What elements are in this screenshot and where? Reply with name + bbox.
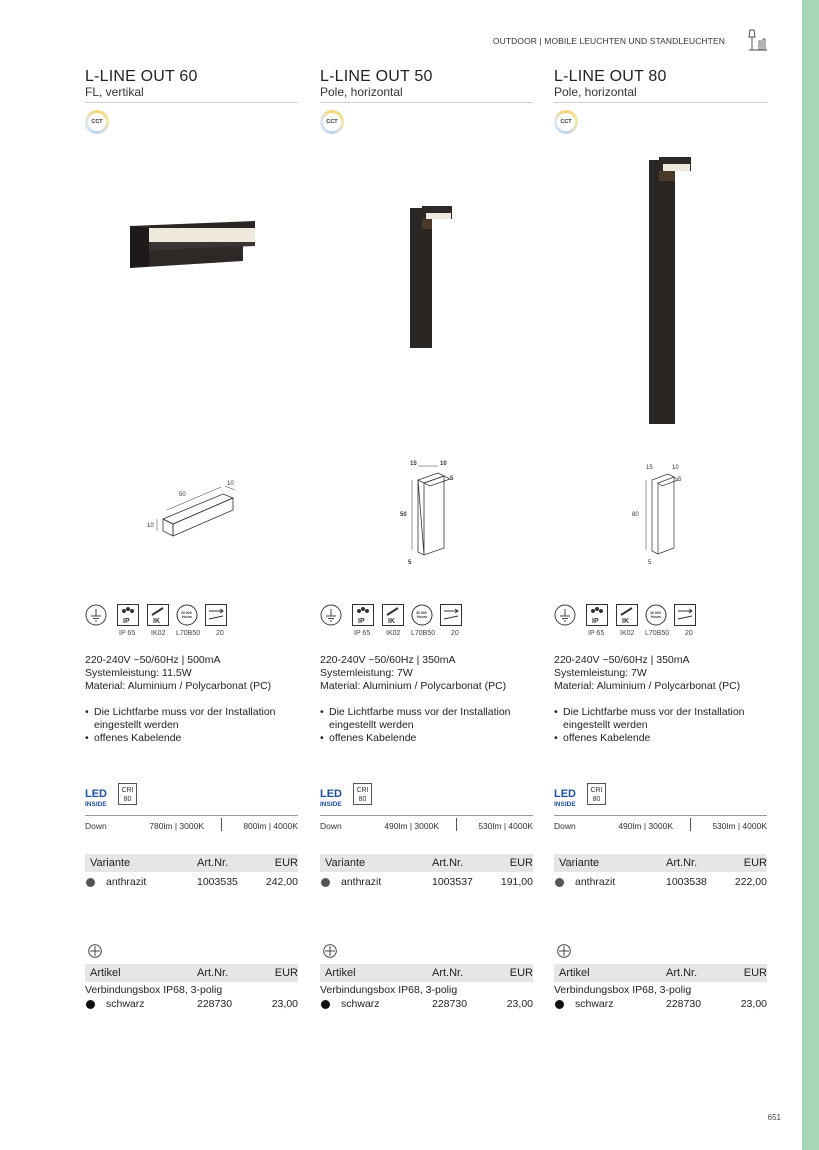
accent-strip [802,0,819,1150]
spec-line: 220-240V ~50/60Hz | 350mA [554,654,690,666]
dim-label: 10 [672,465,679,471]
header-artnr: Art.Nr. [197,967,229,979]
spec-line: Systemleistung: 7W [554,667,647,679]
spec-line: Systemleistung: 7W [320,667,413,679]
product-image [647,155,697,425]
svg-text:IK: IK [153,618,160,625]
feature-list [85,706,298,745]
table-row [320,876,533,890]
article-number: 228730 [432,998,468,1010]
ik-rating-icon [147,604,169,626]
inside-text: INSIDE [85,801,107,808]
table-row [85,998,298,1012]
beam-angle-icon [440,604,462,626]
cct-icon [554,110,578,134]
cri-label: CRI [590,787,603,794]
lumen-4000k: 530lm | 4000K [478,821,533,831]
accessory-description: Verbindungsbox IP68, 3-polig [320,984,458,996]
color-swatch [555,878,564,887]
svg-text:Hours: Hours [182,615,193,619]
protection-class-icon [554,604,576,626]
color-swatch [86,1000,95,1009]
divider [320,815,533,816]
price: 23,00 [506,998,533,1010]
variant-name: anthrazit [106,876,147,888]
variant-name: anthrazit [341,876,382,888]
spec-line: Material: Aluminium / Polycarbonat (PC) [85,680,272,692]
svg-text:Hours: Hours [417,615,428,619]
icon-label: 20 [216,630,224,637]
dim-label: 15 [646,465,653,471]
led-text: LED [320,788,342,800]
cert-icons [320,604,480,644]
page-header-category: OUTDOOR | MOBILE LEUCHTEN UND STANDLEUCHTEN [492,36,725,46]
led-inside-logo [554,786,580,808]
floor-lamp-icon [747,28,769,52]
led-text: LED [554,788,576,800]
protection-class-icon [85,604,107,626]
feature-item: • Die Lichtfarbe muss vor der Installation eingestellt werden [554,706,767,732]
icon-label: IK02 [386,630,401,637]
color-swatch [86,878,95,887]
header-artikel: Artikel [90,967,121,979]
dim-label: 5 [450,476,454,482]
led-inside-logo [320,786,346,808]
ip-rating-icon [586,604,608,626]
table-row [554,876,767,890]
icon-label: IK02 [151,630,166,637]
divider [85,102,298,103]
accessory-color: schwarz [575,998,614,1010]
cert-icons [554,604,714,644]
color-swatch [321,878,330,887]
divider [554,102,767,103]
lumen-4000k: 800lm | 4000K [243,821,298,831]
cert-icons [85,604,245,644]
accessory-table-header [320,964,533,982]
tech-specs [320,654,506,693]
price: 191,00 [500,876,533,888]
dim-label: 50 [179,492,186,498]
variant-name: anthrazit [575,876,616,888]
feature-item: • Die Lichtfarbe muss vor der Installation eingestellt werden [85,706,298,732]
ik-rating-icon [616,604,638,626]
dimension-drawing [632,458,692,568]
header-eur: EUR [509,967,533,979]
protection-class-icon [320,604,342,626]
beam-angle-icon [205,604,227,626]
spec-line: Systemleistung: 11.5W [85,667,192,679]
icon-label: 20 [451,630,459,637]
svg-text:30 000: 30 000 [416,611,427,615]
icon-label: IK02 [620,630,635,637]
product-subtitle: Pole, horizontal [554,85,637,99]
led-inside-logo [85,786,111,808]
cct-icon [85,110,109,134]
feature-item: • Die Lichtfarbe muss vor der Installation eingestellt werden [320,706,533,732]
cct-label: CCT [88,113,106,131]
article-number: 1003538 [666,876,707,888]
ik-rating-icon [382,604,404,626]
dim-label: 5 [648,560,652,566]
cri-label: CRI [356,787,369,794]
lumen-3000k: 490lm | 3000K [618,821,673,831]
led-text: LED [85,788,107,800]
accessory-color: schwarz [341,998,380,1010]
product-title: L-LINE OUT 60 [85,68,198,85]
header-variante: Variante [559,857,600,869]
product-subtitle: Pole, horizontal [320,85,403,99]
product-title: L-LINE OUT 80 [554,68,667,85]
cct-label: CCT [557,113,575,131]
accessory-plus-icon [88,944,102,958]
icon-label: L70B50 [411,630,436,637]
product-column-3 [554,66,767,1026]
accessory-description: Verbindungsbox IP68, 3-polig [554,984,692,996]
cri-value: 80 [123,796,132,803]
lumen-3000k: 780lm | 3000K [149,821,204,831]
article-number: 1003537 [432,876,473,888]
lumen-label: Down [320,821,342,831]
separator [221,818,222,831]
header-artnr: Art.Nr. [197,857,229,869]
icon-label: IP 65 [119,630,136,637]
lumen-label: Down [85,821,107,831]
product-subtitle: FL, vertikal [85,85,144,99]
lumen-label: Down [554,821,576,831]
header-artnr: Art.Nr. [432,967,464,979]
divider [554,815,767,816]
spec-line: 220-240V ~50/60Hz | 350mA [320,654,456,666]
beam-angle-icon [674,604,696,626]
header-eur: EUR [743,857,767,869]
lifetime-icon [176,604,198,626]
accessory-color: schwarz [106,998,145,1010]
table-row [320,998,533,1012]
variant-table-header [85,854,298,872]
lifetime-icon [645,604,667,626]
table-row [554,998,767,1012]
header-artnr: Art.Nr. [666,967,698,979]
variant-table-header [554,854,767,872]
spec-line: 220-240V ~50/60Hz | 500mA [85,654,221,666]
svg-text:30 000: 30 000 [181,611,192,615]
inside-text: INSIDE [320,801,342,808]
header-artikel: Artikel [559,967,590,979]
header-variante: Variante [325,857,366,869]
header-artnr: Art.Nr. [666,857,698,869]
svg-text:IP: IP [123,618,130,625]
icon-label: IP 65 [588,630,605,637]
accessory-plus-icon [323,944,337,958]
inside-text: INSIDE [554,801,576,808]
cri-label: CRI [121,787,134,794]
dim-label: 10 [227,481,234,487]
cri-badge [353,783,372,805]
feature-list [320,706,533,745]
tech-specs [85,654,271,693]
dim-label: 80 [632,512,639,518]
header-eur: EUR [274,967,298,979]
accessory-table-header [85,964,298,982]
accessory-plus-icon [557,944,571,958]
table-row [85,876,298,890]
header-variante: Variante [90,857,131,869]
cri-value: 80 [592,796,601,803]
svg-text:IK: IK [622,618,629,625]
cri-value: 80 [358,796,367,803]
dim-label: 5 [678,477,682,483]
price: 222,00 [734,876,767,888]
dim-label: 5 [408,560,412,566]
article-number: 228730 [666,998,702,1010]
lumen-4000k: 530lm | 4000K [712,821,767,831]
color-swatch [321,1000,330,1009]
dimension-drawing [400,458,460,568]
spec-line: Material: Aluminium / Polycarbonat (PC) [320,680,507,692]
accessory-table-header [554,964,767,982]
header-artnr: Art.Nr. [432,857,464,869]
dim-label: 50 [400,512,407,518]
dimension-drawing [145,474,255,544]
accessory-description: Verbindungsbox IP68, 3-polig [85,984,223,996]
header-eur: EUR [274,857,298,869]
feature-item: • offenes Kabelende [554,732,767,745]
dim-label: 15 [410,461,417,467]
divider [85,815,298,816]
product-image [125,216,260,276]
color-swatch [555,1000,564,1009]
separator [690,818,691,831]
icon-label: L70B50 [176,630,201,637]
page-number: 651 [767,1113,781,1122]
tech-specs [554,654,740,693]
price: 23,00 [271,998,298,1010]
svg-text:30 000: 30 000 [650,611,661,615]
cct-icon [320,110,344,134]
icon-label: 20 [685,630,693,637]
dim-label: 10 [440,461,447,467]
ip-rating-icon [352,604,374,626]
feature-item: • offenes Kabelende [320,732,533,745]
separator [456,818,457,831]
header-eur: EUR [743,967,767,979]
cct-label: CCT [323,113,341,131]
lifetime-icon [411,604,433,626]
lumen-3000k: 490lm | 3000K [384,821,439,831]
divider [320,102,533,103]
icon-label: IP 65 [354,630,371,637]
spec-line: Material: Aluminium / Polycarbonat (PC) [554,680,741,692]
article-number: 228730 [197,998,233,1010]
svg-text:Hours: Hours [651,615,662,619]
svg-text:IK: IK [388,618,395,625]
cri-badge [587,783,606,805]
dim-label: 10 [147,523,154,529]
svg-text:IP: IP [358,618,365,625]
feature-item: • offenes Kabelende [85,732,298,745]
product-title: L-LINE OUT 50 [320,68,433,85]
price: 242,00 [265,876,298,888]
product-column-2 [320,66,533,1026]
icon-label: L70B50 [645,630,670,637]
product-image [408,204,458,349]
cri-badge [118,783,137,805]
header-artikel: Artikel [325,967,356,979]
price: 23,00 [740,998,767,1010]
article-number: 1003535 [197,876,238,888]
feature-list [554,706,767,745]
ip-rating-icon [117,604,139,626]
header-eur: EUR [509,857,533,869]
svg-text:IP: IP [592,618,599,625]
product-column-1 [85,66,298,1026]
variant-table-header [320,854,533,872]
